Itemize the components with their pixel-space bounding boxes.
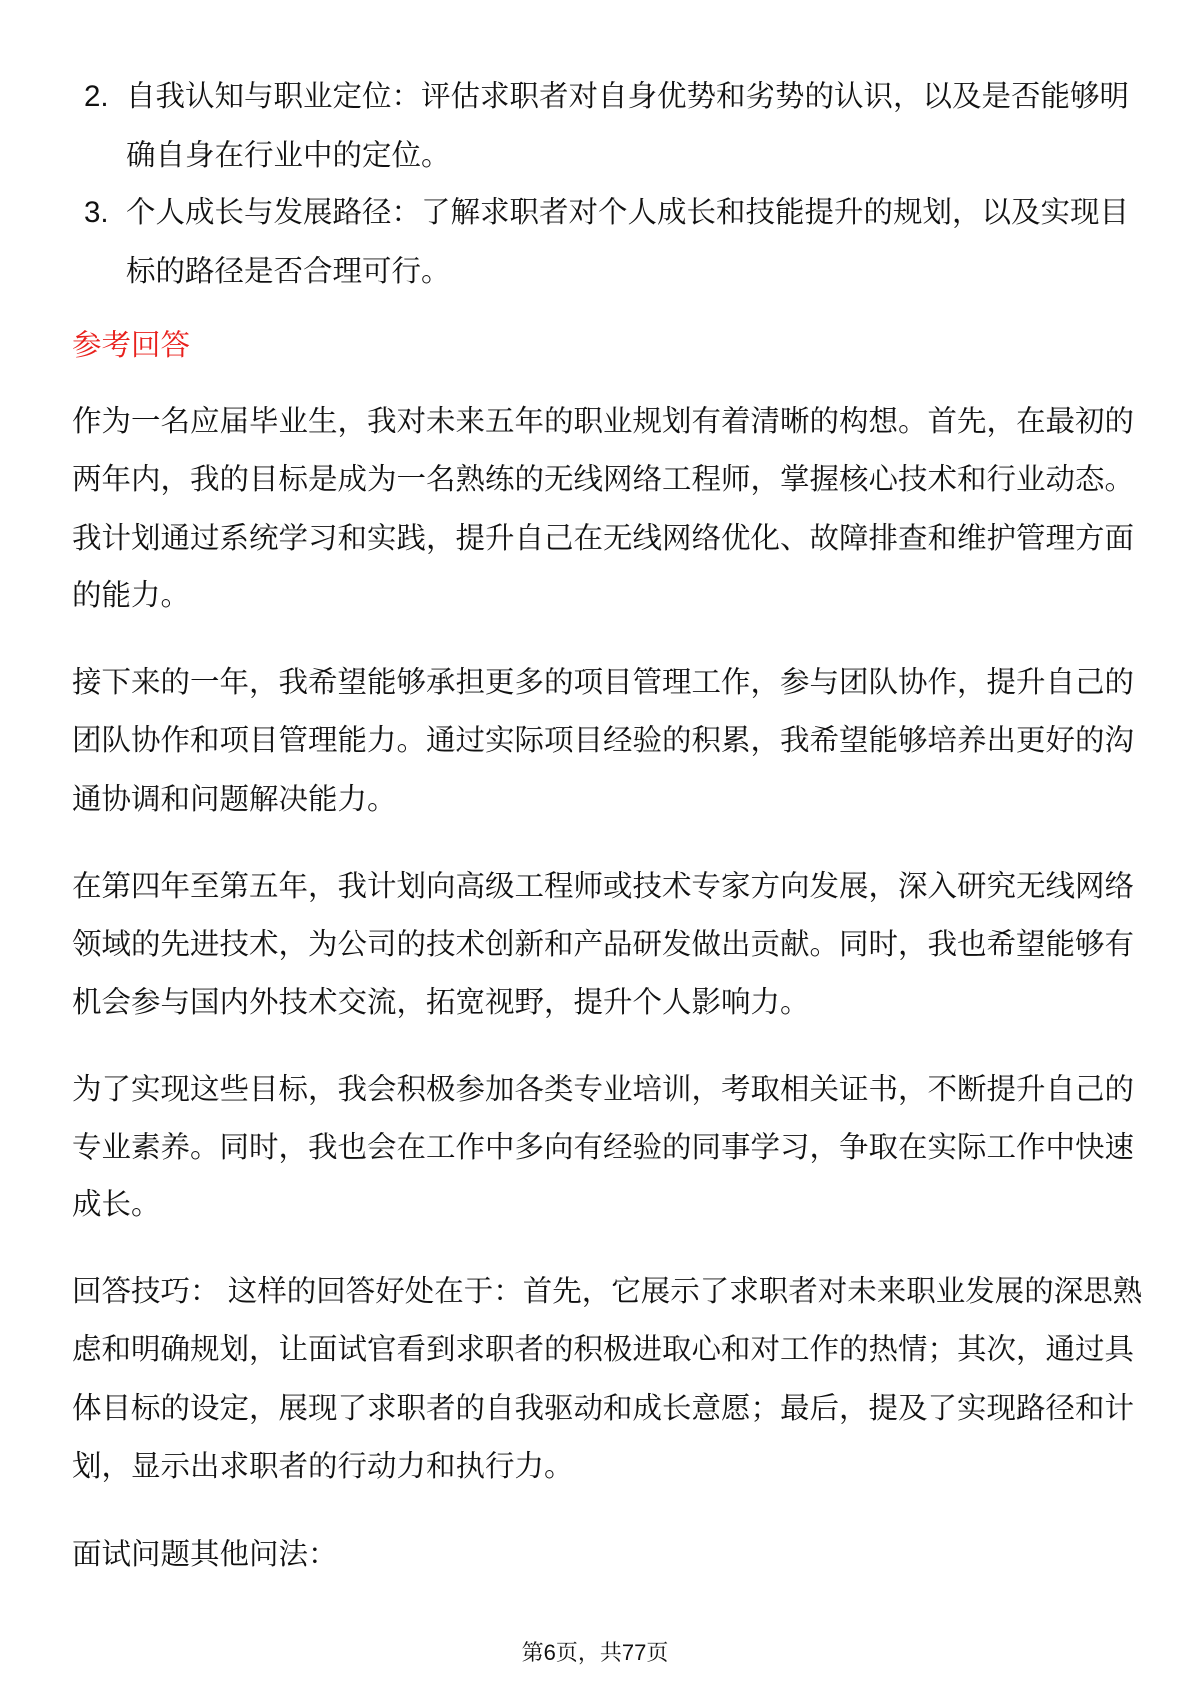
paragraph-line: 我计划通过系统学习和实践，提升自己在无线网络优化、故障排查和维护管理方面 [72,522,1135,555]
paragraph-line: 机会参与国内外技术交流，拓宽视野，提升个人影响力。 [72,986,810,1019]
paragraph-line: 通协调和问题解决能力。 [72,783,397,816]
paragraph-line: 划，显示出求职者的行动力和执行力。 [72,1450,574,1483]
paragraph-line: 接下来的一年，我希望能够承担更多的项目管理工作，参与团队协作，提升自己的 [72,666,1135,699]
section-heading: 参考回答 [72,329,191,362]
paragraph-line: 虑和明确规划，让面试官看到求职者的积极进取心和对工作的热情；其次，通过具 [72,1333,1135,1366]
paragraph-line: 的能力。 [72,579,191,612]
other-questions-heading: 面试问题其他问法： [72,1538,338,1571]
list-line: 个人成长与发展路径：了解求职者对个人成长和技能提升的规划，以及实现目 [126,196,1130,229]
list-number: 3. [84,196,109,229]
paragraph-line: 两年内，我的目标是成为一名熟练的无线网络工程师，掌握核心技术和行业动态。 [72,463,1135,496]
paragraph-line: 回答技巧： 这样的回答好处在于：首先，它展示了求职者对未来职业发展的深思熟 [72,1275,1143,1308]
paragraph-line: 成长。 [72,1188,161,1221]
paragraph-line: 作为一名应届毕业生，我对未来五年的职业规划有着清晰的构想。首先，在最初的 [72,405,1135,438]
paragraph-line: 为了实现这些目标，我会积极参加各类专业培训，考取相关证书，不断提升自己的 [72,1073,1135,1106]
paragraph-line: 专业素养。同时，我也会在工作中多向有经验的同事学习，争取在实际工作中快速 [72,1131,1135,1164]
page-footer: 第6页，共77页 [521,1640,669,1665]
list-line: 确自身在行业中的定位。 [126,139,451,172]
paragraph-line: 体目标的设定，展现了求职者的自我驱动和成长意愿；最后，提及了实现路径和计 [72,1392,1135,1425]
paragraph-line: 领域的先进技术，为公司的技术创新和产品研发做出贡献。同时，我也希望能够有 [72,928,1135,961]
paragraph-line: 团队协作和项目管理能力。通过实际项目经验的积累，我希望能够培养出更好的沟 [72,724,1135,757]
paragraph-line: 在第四年至第五年，我计划向高级工程师或技术专家方向发展，深入研究无线网络 [72,870,1135,903]
list-line: 标的路径是否合理可行。 [126,255,451,288]
list-number: 2. [84,80,109,113]
list-line: 自我认知与职业定位：评估求职者对自身优势和劣势的认识，以及是否能够明 [126,80,1130,113]
